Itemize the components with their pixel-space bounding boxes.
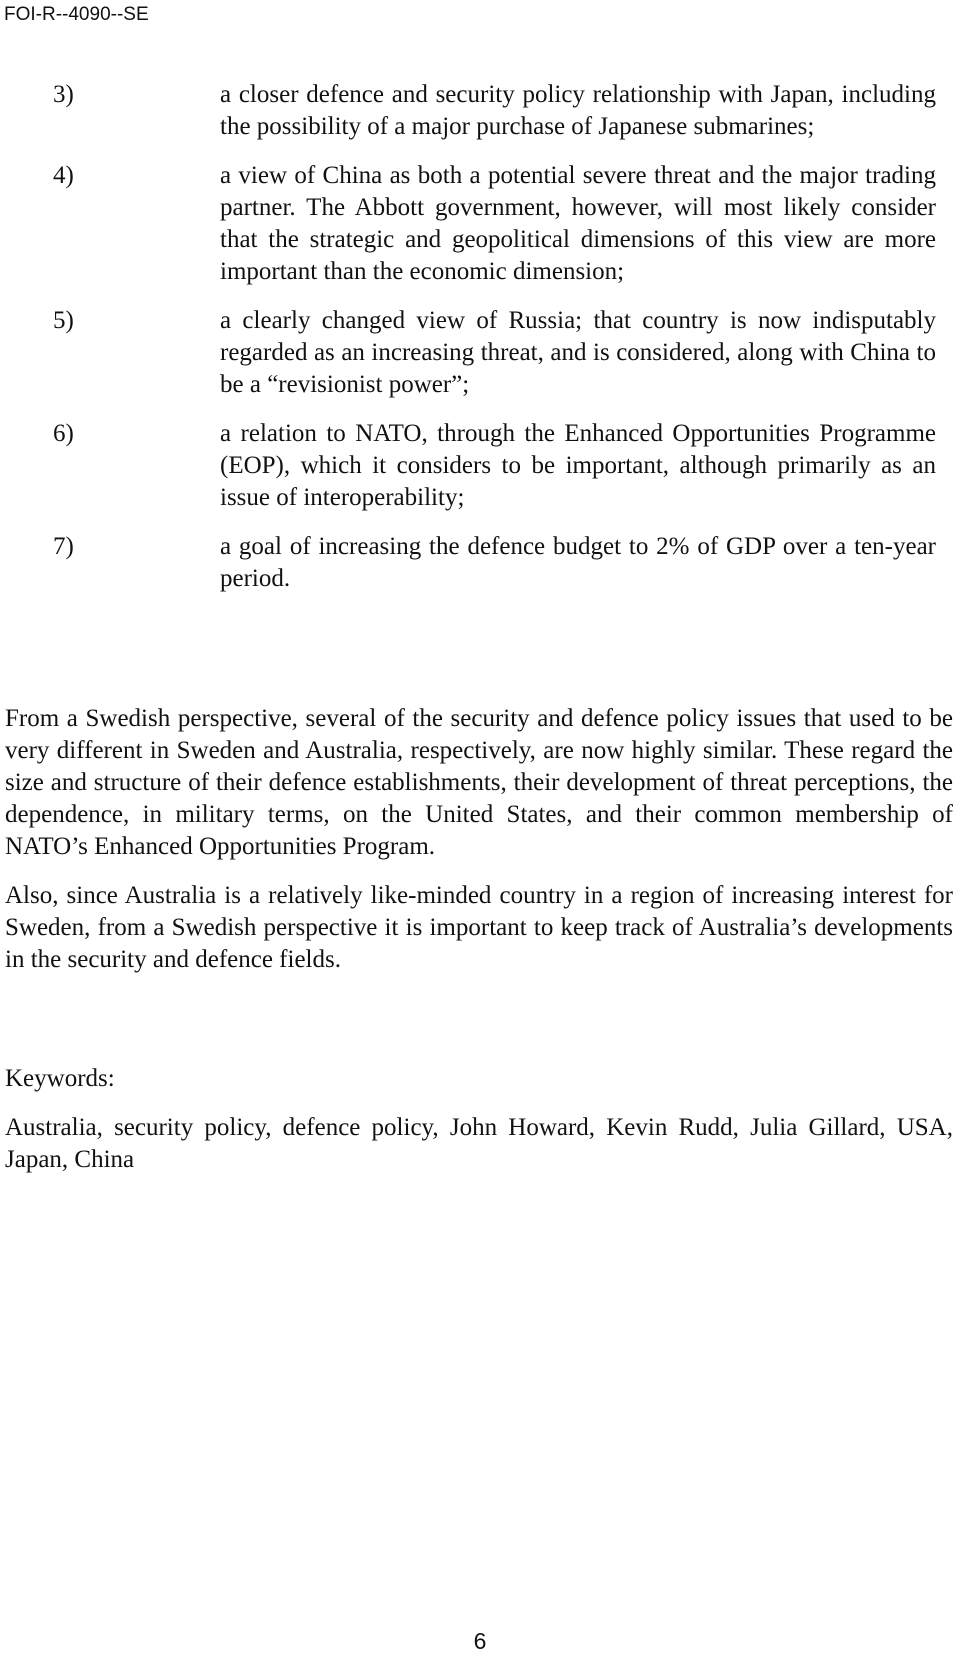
numbered-list xyxy=(36,79,956,612)
list-item-text: a clearly changed view of Russia; that country is now indisputably regarded as an increasing threat, and is considered, along with China to be a “revisionist power”; xyxy=(220,307,936,398)
list-item-text: a relation to NATO, through the Enhanced Opportunities Programme (EOP), which it considers to be important, although primarily as an issue of interoperability; xyxy=(220,420,936,511)
page-number: 6 xyxy=(473,1628,487,1654)
list-item-number: 3) xyxy=(53,81,74,108)
list-item xyxy=(36,160,956,288)
list-item-number: 7) xyxy=(53,533,74,560)
list-item-number: 5) xyxy=(53,307,74,334)
body-text xyxy=(5,703,953,993)
list-item-text: a closer defence and security policy relationship with Japan, including the possibility of a major purchase of Japanese submarines; xyxy=(220,81,936,140)
list-item xyxy=(36,531,956,595)
list-item xyxy=(36,79,956,143)
paragraph: From a Swedish perspective, several of the security and defence policy issues that used to be very different in Sweden and Australia, respectively, are now highly similar. These regard the size and structure of their defence establishments, their development of threat perceptions, the dependence, in military terms, on the United States, and their common membership of NATO’s Enhanced Opportunities Program. xyxy=(5,705,953,860)
paragraph: Also, since Australia is a relatively like-minded country in a region of increasing interest for Sweden, from a Swedish perspective it is important to keep track of Australia’s developments in the security and defence fields. xyxy=(5,882,953,973)
list-item xyxy=(36,305,956,401)
report-id: FOI-R--4090--SE xyxy=(4,4,149,25)
keywords-heading: Keywords: xyxy=(5,1065,115,1092)
list-item-number: 4) xyxy=(53,162,74,189)
keywords-text: Australia, security policy, defence policy, John Howard, Kevin Rudd, Julia Gillard, USA, Japan, China xyxy=(5,1114,953,1173)
list-item-text: a view of China as both a potential severe threat and the major trading partner. The Abbott government, however, will most likely consider that the strategic and geopolitical dimensions of this view are more important than the economic dimension; xyxy=(220,162,936,285)
list-item-number: 6) xyxy=(53,420,74,447)
list-item xyxy=(36,418,956,514)
list-item-text: a goal of increasing the defence budget to 2% of GDP over a ten-year period. xyxy=(220,533,936,592)
